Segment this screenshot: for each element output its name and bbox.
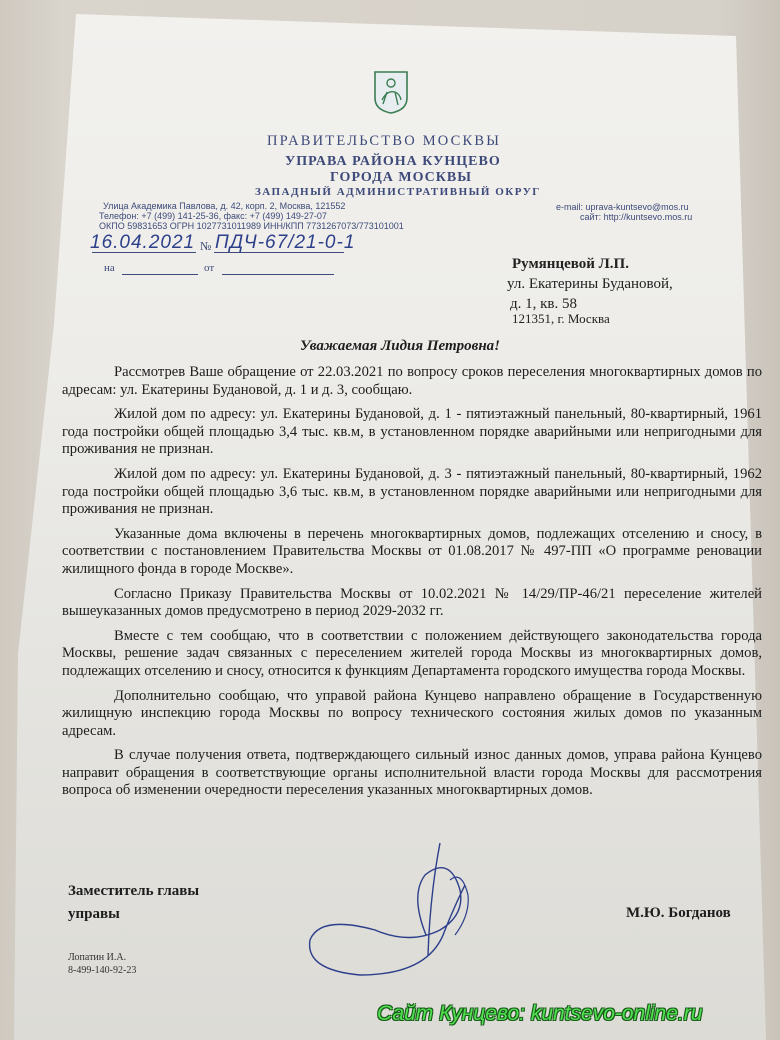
signer-name: М.Ю. Богданов [626, 905, 731, 921]
org-subtitle: УПРАВА РАЙОНА КУНЦЕВО [285, 154, 501, 169]
executor-name: Лопатин И.А. [68, 952, 127, 963]
org-district: ЗАПАДНЫЙ АДМИНИСТРАТИВНЫЙ ОКРУГ [255, 186, 541, 198]
number-label: № [200, 239, 212, 253]
recipient-street: ул. Екатерины Будановой, [507, 276, 673, 292]
letter-body [62, 364, 762, 807]
paragraph: Рассмотрев Ваше обращение от 22.03.2021 по вопросу сроков переселения многоквартирных домов по адресам: ул. Екатерины Будановой, д. 1 и д. 3, сообщаю. [62, 364, 762, 398]
handwritten-signature-icon [290, 835, 490, 985]
ot-line [222, 274, 334, 275]
handwritten-number: ПДЧ-67/21-0-1 [215, 232, 356, 253]
org-address: Улица Академика Павлова, д. 42, корп. 2, Москва, 121552 [103, 201, 346, 211]
paragraph: Жилой дом по адресу: ул. Екатерины Будановой, д. 1 - пятиэтажный панельный, 80-квартирный, 1961 года постройки общей площадью 3,4 тыс. кв.м, в установленном порядке аварийными или непригодными для проживания не признан. [62, 406, 762, 458]
org-email: e-mail: uprava-kuntsevo@mos.ru [556, 202, 689, 212]
na-label: на [104, 262, 115, 274]
moscow-coat-of-arms-icon [373, 70, 409, 114]
paragraph: В случае получения ответа, подтверждающего сильный износ данных домов, управа района Кунцево направит обращения в соответствующие органы исполнительной власти города Москвы для рассмотрения вопроса об изменении очередности переселения указанных многоквартирных домов. [62, 747, 762, 799]
org-site: сайт: http://kuntsevo.mos.ru [580, 212, 693, 222]
handwritten-date: 16.04.2021 [90, 232, 196, 253]
ot-label: от [204, 262, 215, 274]
executor-phone: 8-499-140-92-23 [68, 965, 137, 976]
org-codes: ОКПО 59831653 ОГРН 1027731011989 ИНН/КПП 7731267073/773101001 [99, 221, 404, 231]
watermark-text: Сайт Кунцево: kuntsevo-online.ru [377, 1002, 703, 1025]
paragraph: Согласно Приказу Правительства Москвы от 10.02.2021 № 14/29/ПР-46/21 переселение жителей вышеуказанных домов предусмотрено в период 2029-2032 гг. [62, 585, 762, 620]
salutation: Уважаемая Лидия Петровна! [300, 338, 501, 354]
paragraph: Указанные дома включены в перечень многоквартирных домов, подлежащих отселению и сносу, в соответствии с постановлением Правительства Москвы от 01.08.2017 № 497-ПП «О программе реновации жилищного фонда в городе Москве». [62, 525, 762, 577]
signer-position-line2: управы [68, 906, 120, 922]
org-city: ГОРОДА МОСКВЫ [330, 170, 472, 185]
paragraph: Жилой дом по адресу: ул. Екатерины Будановой, д. 3 - пятиэтажный панельный, 80-квартирный, 1962 года постройки общей площадью 3,6 тыс. кв.м, в установленном порядке аварийными или непригодными для проживания не признан. [62, 465, 762, 518]
org-phone: Телефон: +7 (499) 141-25-36, факс: +7 (499) 149-27-07 [99, 211, 327, 221]
org-name: ПРАВИТЕЛЬСТВО МОСКВЫ [267, 133, 502, 149]
signer-position-line1: Заместитель главы [68, 883, 200, 899]
na-line [122, 274, 198, 275]
recipient-city: 121351, г. Москва [512, 311, 610, 326]
recipient-name: Румянцевой Л.П. [512, 256, 629, 272]
recipient-house: д. 1, кв. 58 [510, 296, 578, 312]
paragraph: Вместе с тем сообщаю, что в соответствии с положением действующего законодательства города Москвы, решение задач связанных с переселением жителей города Москвы из многоквартирных домов, подлежащих отселению и сносу, относится к функциям Департамента городского имущества города Москвы. [62, 627, 762, 679]
paragraph: Дополнительно сообщаю, что управой района Кунцево направлено обращение в Государственную жилищную инспекцию города Москвы по вопросу технического состояния жилых домов по указанным адресам. [62, 687, 762, 739]
